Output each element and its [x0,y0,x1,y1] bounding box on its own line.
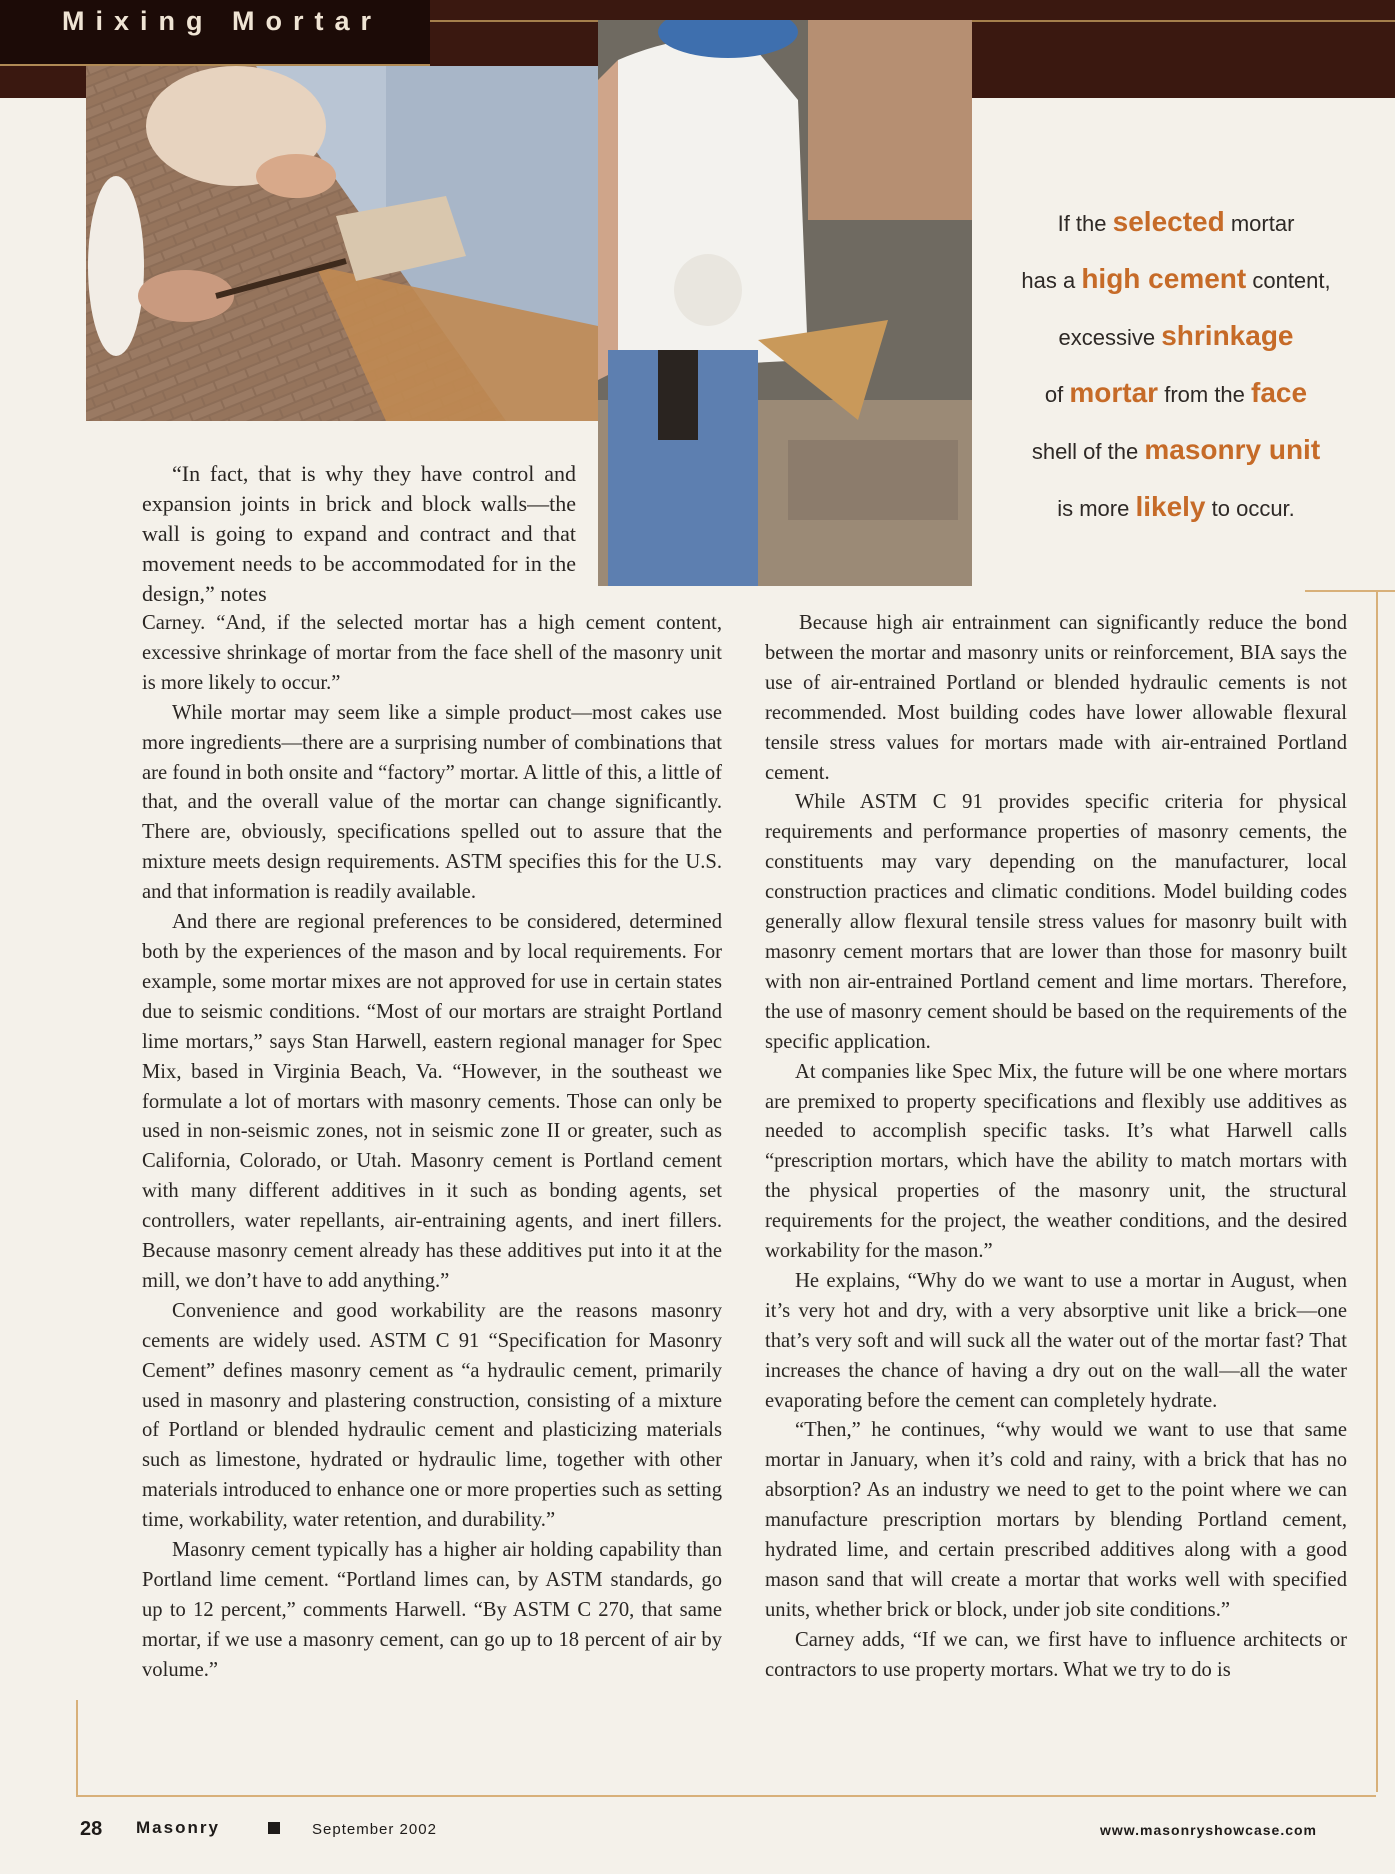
page-number: 28 [80,1818,103,1840]
pq-highlight: high cement [1081,263,1247,294]
paragraph: While ASTM C 91 provides specific criteria for physical requirements and performance properties of masonry cements, the constituents may vary depending on the manufacturer, local construction practices and climatic conditions. Model building codes generally allow flexural tensile stress values for masonry built with masonry cement mortars that are lower than those for masonry built with non air-entrained Portland cement and lime mortars. Therefore, the use of masonry cement should be based on the requirements of the specific application. [765,791,1347,1053]
magazine-name: Masonry [136,1818,220,1837]
column1-intro [142,459,576,609]
paragraph: “In fact, that is why they have control and expansion joints in brick and block walls—the wall is going to expand and contract and that movement needs to be accommodated for in the design,” notes [142,461,576,606]
pq-highlight: mortar [1069,377,1159,408]
paragraph: Masonry cement typically has a higher air holding capability than Portland lime cement. “Portland limes can, by ASTM standards, go up to 12 percent,” comments Harwell. “By ASTM C 270, that same mortar, if we use a masonry cement, can go up to 18 percent of air by volume.” [142,1539,722,1681]
section-label [0,0,430,66]
paragraph: Because high air entrainment can significantly reduce the bond between the mortar and masonry units or reinforcement, BIA says the use of air-entrained Portland or blended hydraulic cements is not recommended. Most building codes have lower allowable flexural tensile stress values for mortars made with air-entrained Portland cement. [765,612,1347,784]
pq-text: has a [1021,268,1082,293]
paragraph: “Then,” he continues, “why would we want to use that same mortar in January, when it’s cold and rainy, with a brick that has no absorption? As an industry we need to get to the point where we can manufacture prescription mortars by blending Portland cement, hydrated lime, and certain prescribed additives along with a good mason sand that will create a mortar that works well with specified units, whether brick or block, under job site conditions.” [765,1419,1347,1621]
bottom-left-rule [76,1700,78,1796]
pq-text: from the [1158,382,1252,407]
column2 [765,609,1347,1686]
pq-text: to occur. [1205,496,1295,521]
square-bullet-icon [268,1822,280,1834]
photo-mason-trowel [598,20,972,586]
pq-text: content, [1246,268,1331,293]
website-url: www.masonryshowcase.com [1100,1822,1317,1838]
pq-highlight: selected [1112,206,1225,237]
pq-highlight: shrinkage [1161,320,1294,351]
pull-quote-rule [1305,590,1395,592]
pull-quote [992,194,1360,536]
paragraph: At companies like Spec Mix, the future will be one where mortars are premixed to property specifications and flexibly use additives as needed to accomplish specific tasks. It’s what Harwell calls “prescription mortars, which have the ability to match mortars with the physical properties of the masonry unit, the structural requirements for the project, the weather conditions, and the desired workability for the mason.” [765,1060,1347,1263]
paragraph: Carney. “And, if the selected mortar has a high cement content, excessive shrinkage of mortar from the face shell of the masonry unit is more likely to occur.” [142,612,722,694]
column1 [142,609,722,1686]
pq-highlight: masonry unit [1144,434,1321,465]
paragraph: He explains, “Why do we want to use a mortar in August, when it’s very hot and dry, with a very absorptive unit like a brick—one that’s very soft and will suck all the water out of the mortar fast? That increases the chance of having a dry out on the wall—all the water evaporating before the cement can completely hydrate. [765,1269,1347,1412]
pq-text: If the [1057,211,1113,236]
paragraph: Convenience and good workability are the reasons masonry cements are widely used. ASTM C 91 “Specification for Masonry Cement” defines masonry cement as “a hydraulic cement, primarily used in masonry and plastering construction, consisting of a mixture of Portland or blended hydraulic cement and plasticizing materials such as limestone, hydrated or hydraulic lime, together with other materials introduced to enhance one or more properties such as setting time, workability, water retention, and durability.” [142,1299,722,1532]
issue-date: September 2002 [312,1821,437,1838]
pq-text: excessive [1058,325,1162,350]
paragraph: And there are regional preferences to be considered, determined both by the experiences of the mason and by local requirements. For example, some mortar mixes are not approved for use in certain states due to seismic conditions. “Most of our mortars are straight Portland lime mortars,” says Stan Harwell, eastern regional manager for Spec Mix, based in Virginia Beach, Va. “However, in the southeast we formulate a lot of mortars with masonry cements. Those can only be used in non-seismic zones, not in seismic zone II or greater, such as California, Colorado, or Utah. Masonry cement is Portland cement with many different additives in it such as bonding agents, set controllers, water repellants, air-entraining agents, and inert fillers. Because masonry cement already has these additives put into it at the mill, we don’t have to add anything.” [142,911,722,1292]
pq-highlight: likely [1135,491,1206,522]
pq-text: of [1044,382,1070,407]
pq-text: is more [1057,496,1136,521]
bottom-rule [76,1795,1376,1797]
paragraph: While mortar may seem like a simple product—most cakes use more ingredients—there are a surprising number of combinations that are found in both onsite and “factory” mortar. A little of this, a little of that, and the overall value of the mortar can change significantly. There are, obviously, specifications spelled out to assure that the mixture meets design requirements. ASTM specifies this for the U.S. and that information is readily available. [142,701,722,904]
right-margin-rule [1376,592,1378,1792]
section-title: Mixing Mortar [62,6,383,36]
photo-bricklaying-wall [86,66,598,421]
pq-text: mortar [1224,211,1295,236]
paragraph: Carney adds, “If we can, we first have to influence architects or contractors to use property mortars. What we try to do is [765,1628,1347,1681]
pq-highlight: face [1251,377,1308,408]
pq-text: shell of the [1031,439,1145,464]
